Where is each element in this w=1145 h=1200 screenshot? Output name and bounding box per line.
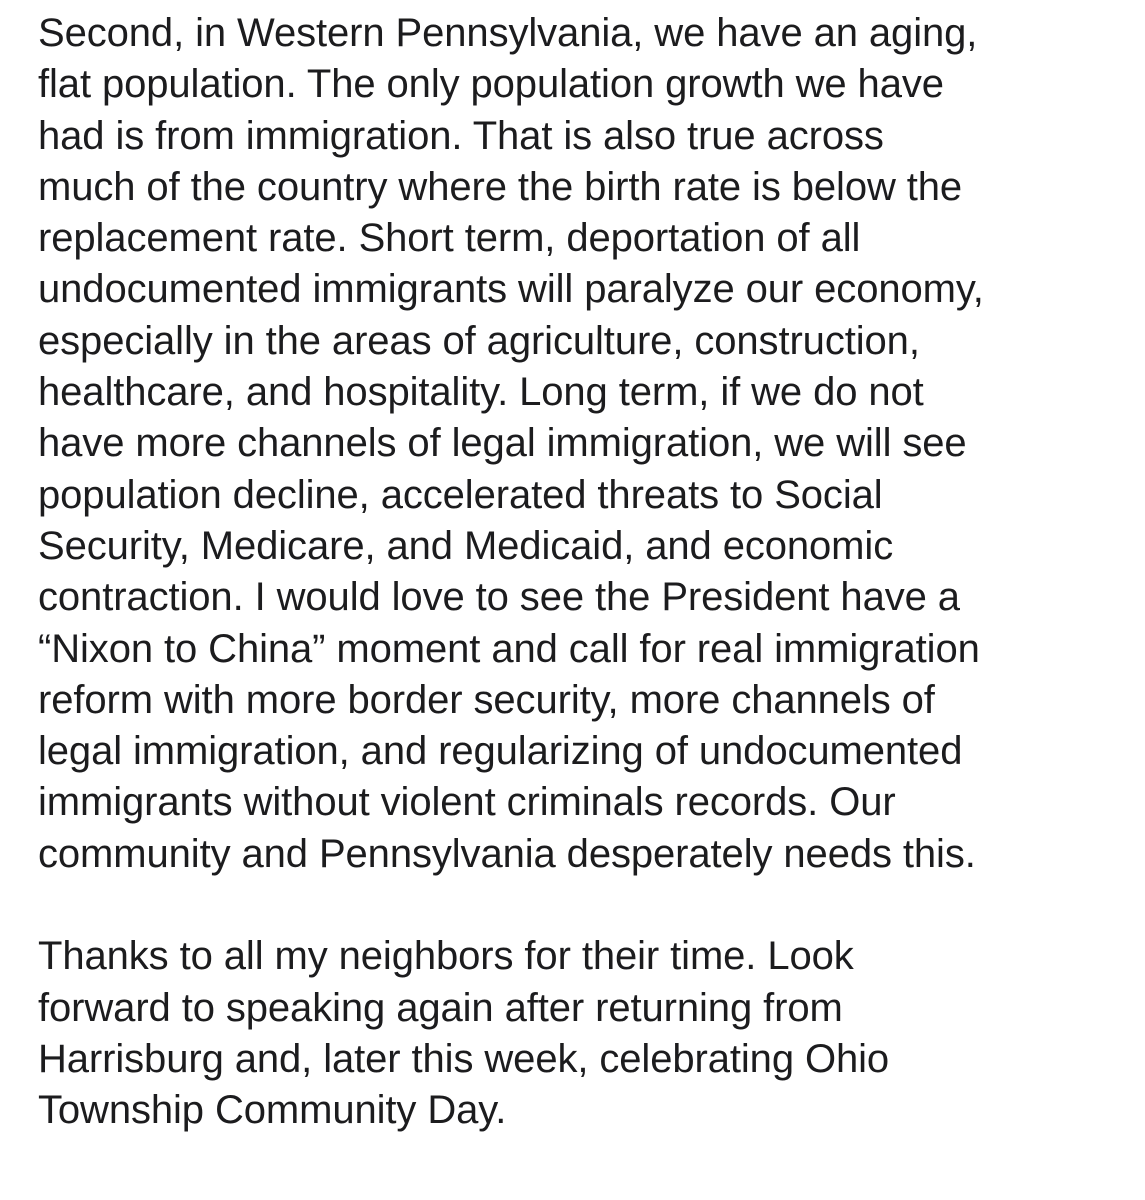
text-line: had is from immigration. That is also true across	[38, 113, 884, 158]
text-line: healthcare, and hospitality. Long term, if we do not	[38, 370, 924, 415]
text-line: Security, Medicare, and Medicaid, and economic	[38, 523, 894, 568]
text-line: contraction. I would love to see the President have a	[38, 575, 960, 620]
text-line: “Nixon to China” moment and call for real immigration	[38, 626, 980, 671]
text-line: immigrants without violent criminals records. Our	[38, 780, 896, 825]
text-line: undocumented immigrants will paralyze our economy,	[38, 267, 984, 312]
text-line: Township Community Day.	[38, 1088, 507, 1133]
text-line: Harrisburg and, later this week, celebrating Ohio	[38, 1036, 890, 1081]
text-line: Thanks to all my neighbors for their time. Look	[38, 934, 854, 979]
text-line: legal immigration, and regularizing of undocumented	[38, 729, 963, 774]
text-line: have more channels of legal immigration, we will see	[38, 421, 967, 466]
text-line: forward to speaking again after returning from	[38, 985, 843, 1030]
text-line: replacement rate. Short term, deportation of all	[38, 216, 861, 261]
text-line: much of the country where the birth rate is below the	[38, 164, 963, 209]
text-line: flat population. The only population growth we have	[38, 62, 944, 107]
post-paragraph-immigration	[38, 8, 1128, 880]
post-paragraph-thanks	[38, 931, 1128, 1136]
post-body	[38, 8, 1128, 1137]
text-line: Second, in Western Pennsylvania, we have an aging,	[38, 11, 978, 55]
text-line: community and Pennsylvania desperately needs this.	[38, 831, 976, 876]
text-line: especially in the areas of agriculture, construction,	[38, 318, 920, 363]
text-line: population decline, accelerated threats to Social	[38, 472, 883, 517]
text-line: reform with more border security, more channels of	[38, 677, 935, 722]
